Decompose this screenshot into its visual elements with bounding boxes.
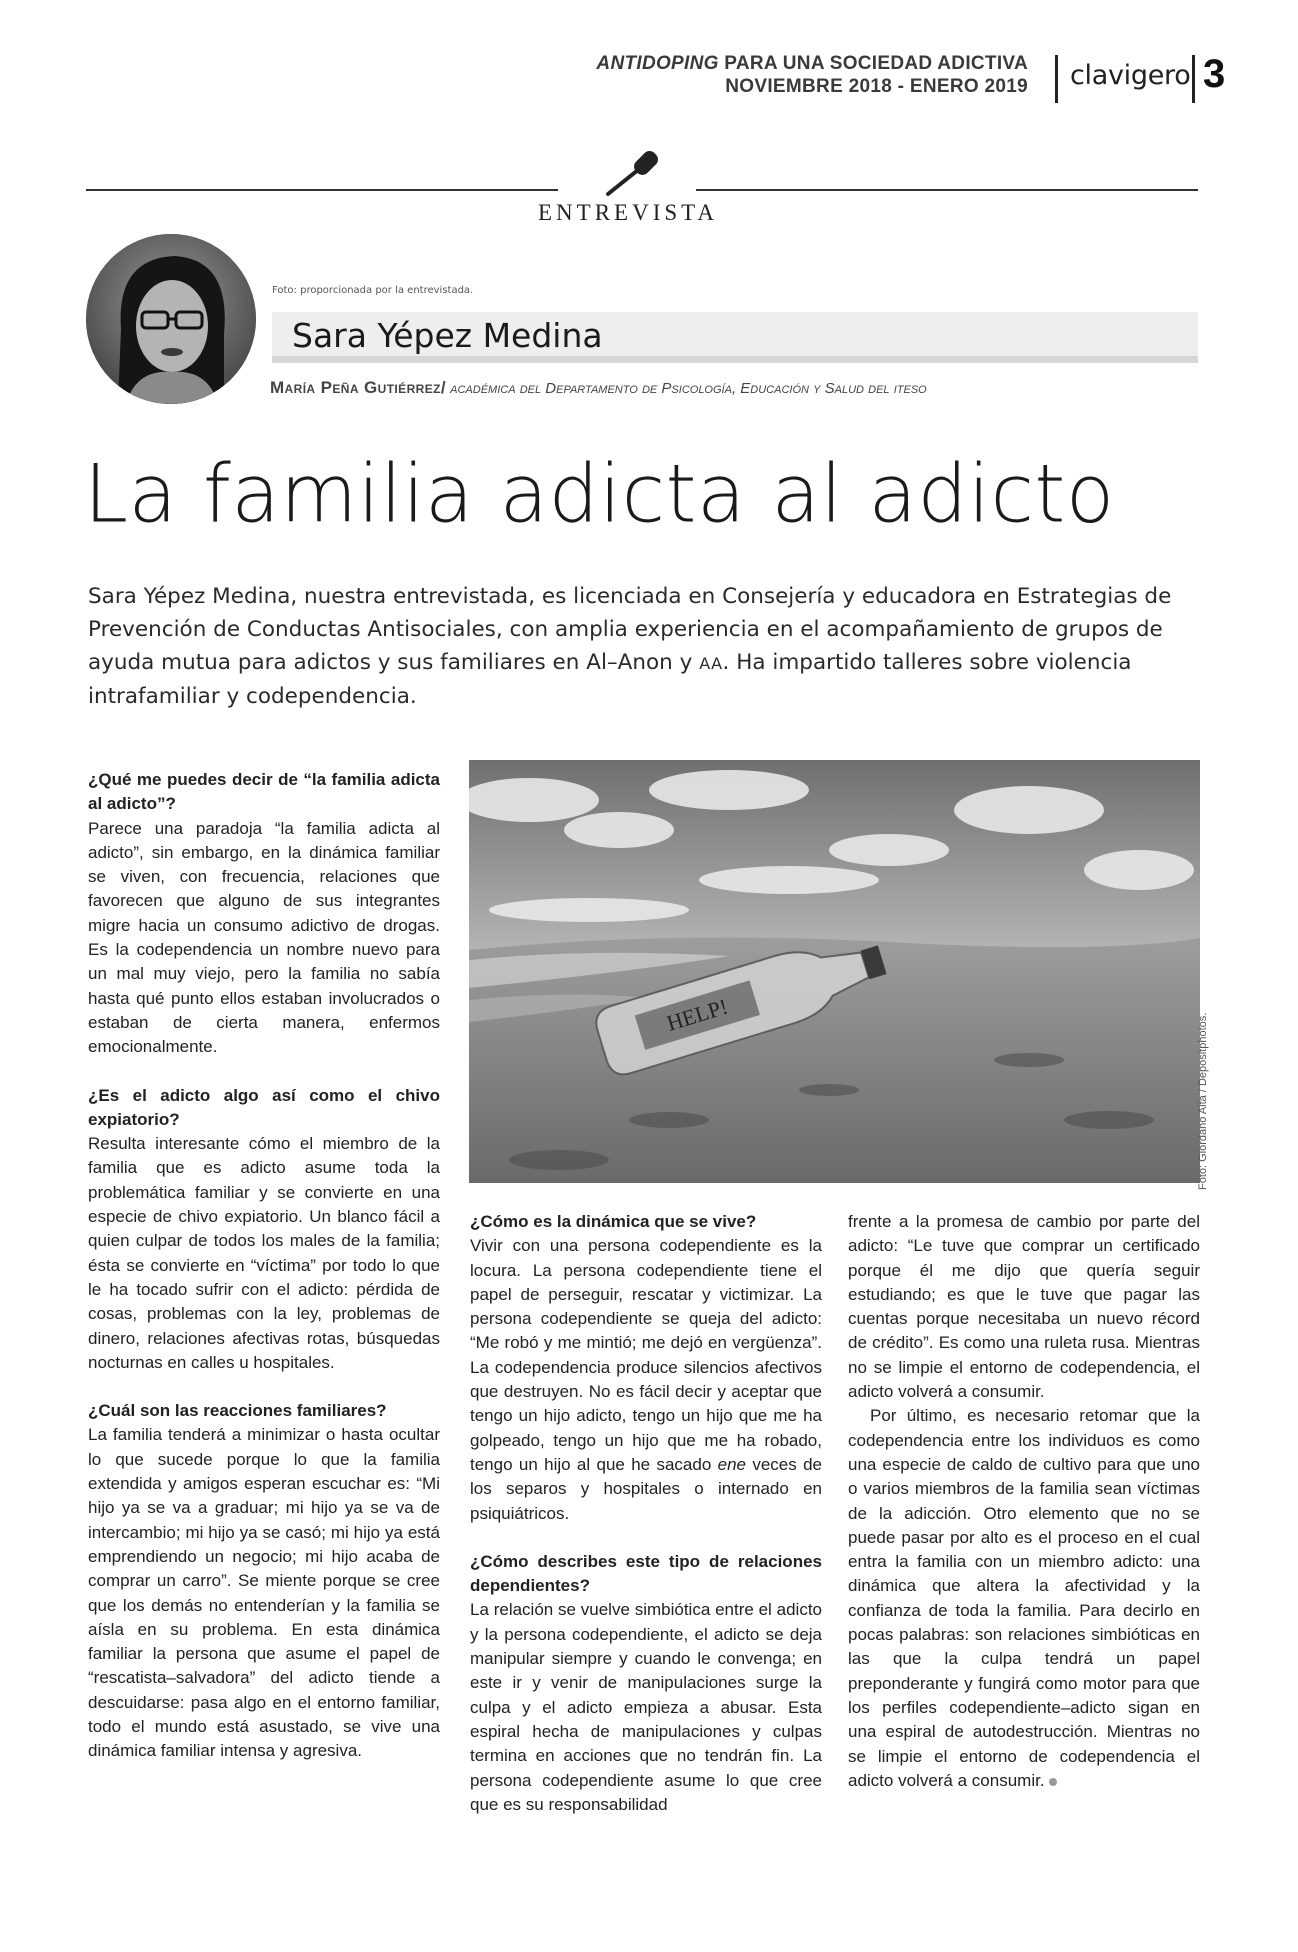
publication-line-1-italic: ANTIDOPING [596,53,719,74]
closing-text: Por último, es necesario retomar que la codependencia entre los individuos es como una especie de caldo de cultivo para que uno o varios miembros de la familia sean víctimas de la adicción. Otro elemento que no se puede pasar por alto es el proceso en el cual entra la familia con un miembro adicto: una dinámica que altera la afectividad y la confianza de toda la familia. Para decirlo en pocas palabras: son relaciones simbióticas en las que la culpa tendrá un papel preponderante y fungirá como motor para que los perfiles codependiente–adicto sigan en una espiral de autodestrucción. Mientras no se limpie el entorno de codependencia el adicto volverá a consumir. [848,1406,1200,1790]
answer-4-emphasis: ene [717,1454,746,1474]
bottle-on-beach-photo [469,760,1200,1183]
answer-5: La relación se vuelve simbiótica entre el adicto y la persona codependiente, el adicto se deja manipular siempre y cuando le convenga; en este ir y venir de manipulaciones surge la culpa y el adicto empieza a abusar. Esta espiral hecha de manipulaciones y culpas termina en acciones que no tendrán fin. La persona codependiente asume lo que cree que es su responsabilidad [470,1600,822,1814]
question-5: ¿Cómo describes este tipo de relaciones dependientes? [470,1551,822,1596]
answer-5-continued: frente a la promesa de cambio por parte del adicto: “Le tuve que comprar un certificado porque él me dijo que quería seguir estudiando; es que le tuve que pagar las cuentas porque necesitaba un nuevo récord de crédito”. Es como una ruleta rusa. Mientras no se limpie el entorno de codependencia, el adicto volverá a consumir. [848,1212,1200,1402]
answer-4-text-2: veces de los separos y hospitales o internado en psiquiátricos. [470,1454,822,1523]
header-divider [1055,55,1058,103]
section-label: ENTREVISTA [538,200,718,225]
question-3: ¿Cuál son las reacciones familiares? [88,1401,387,1421]
article-title: La familia adicta al adicto [84,447,1115,541]
image-credit: Foto: Giordano Aita / Depositphotos. [1197,1012,1209,1190]
author-affiliation: académica del Departamento de Psicología, Educación y Salud del iteso [450,380,927,397]
publication-header [596,52,1028,98]
byline [270,378,927,398]
end-of-article-icon [1049,1778,1057,1786]
article-column-2 [470,1210,822,1841]
publication-line-1-rest: PARA UNA SOCIEDAD ADICTIVA [718,53,1028,74]
interviewee-name: Sara Yépez Medina [292,316,603,355]
question-4: ¿Cómo es la dinámica que se vive? [470,1212,757,1231]
brand-name: clavigero [1070,60,1191,91]
lead-text-2: . Ha impartido talleres sobre violencia intrafamiliar y codependencia. [88,650,1132,709]
answer-1: Parece una paradoja “la familia adicta al adicto”, sin embargo, en la dinámica familiar se viven, con frecuencia, relaciones que favorecen que alguno de sus integrantes migre hacia un consumo adictivo de drogas. Es la codependencia un nombre nuevo para un mal muy viejo, pero la familia no sabía hasta qué punto ellos estaban involucrados o estaban de cierta manera, enfermos emocionalmente. [88,818,440,1057]
bottle-note-text: HELP! [663,993,731,1036]
portrait-credit: Foto: proporcionada por la entrevistada. [272,285,474,296]
answer-3: La familia tenderá a minimizar o hasta ocultar lo que sucede porque lo que la familia extendida y amigos esperan escuchar es: “Mi hijo ya se va a graduar; mi hijo ya se va de intercambio; mi hijo ya se casó; mi hijo ya está emprendiendo un negocio; mi hijo acaba de comprar un carro”. Se miente porque se cree que los demás no entenderían y la familia se aísla en su problema. En esta dinámica familiar la persona que asume el papel de “rescatista–salvadora” del adicto tiende a descuidarse: pasa algo en el entorno familiar, todo el mundo está asustado, se vive una dinámica familiar intensa y agresiva. [88,1425,440,1761]
answer-2: Resulta interesante cómo el miembro de la familia que es adicto asume toda la problemática familiar y se convierte en una especie de chivo expiatorio. Un blanco fácil a quien culpar de todos los males de la familia; ésta se convierte en “víctima” por todo lo que le ha tocado sufrir con el adicto: pérdida de cosas, problemas con la ley, problemas de dinero, relaciones afectivas rotas, búsquedas nocturnas en calles u hospitales. [88,1134,440,1372]
section-rule-right [696,189,1198,191]
header-divider [1192,55,1195,103]
page-number: 3 [1203,52,1226,96]
section-rule-left [86,189,558,191]
author-name: María Peña Gutiérrez/ [270,378,446,397]
question-1: ¿Qué me puedes decir de “la familia adicta al adicto”? [88,770,440,814]
interviewee-portrait [86,234,256,404]
lead-text-1: Sara Yépez Medina, nuestra entrevistada, es licenciada en Consejería y educadora en Estrategias de Prevención de Conductas Antisociales, con amplia experiencia en el acompañamiento de grupos de ayuda mutua para adictos y sus familiares en Al–Anon y [88,584,1172,675]
answer-4-text-1: Vivir con una persona codependiente es la locura. La persona codependiente tiene el papel de perseguir, rescatar y victimizar. La persona codependiente se queja del adicto: “Me robó y me mintió; me dejó en vergüenza”. La codependencia produce silencios afectivos que destruyen. No es fácil decir y aceptar que tengo un hijo adicto, tengo un hijo que me ha golpeado, tengo un hijo que me ha robado, tengo un hijo al que he sacado [470,1236,822,1474]
answer-4 [470,1234,822,1526]
question-2: ¿Es el adicto algo así como el chivo expiatorio? [88,1085,440,1129]
microphone-icon [598,142,678,202]
publication-date: NOVIEMBRE 2018 - ENERO 2019 [725,76,1028,97]
lead-aa: AA [699,654,723,673]
publication-line-1 [596,52,1028,75]
article-column-1 [88,768,440,1788]
closing-paragraph [848,1404,1200,1793]
lead-paragraph [88,580,1200,713]
article-column-3 [848,1210,1200,1793]
